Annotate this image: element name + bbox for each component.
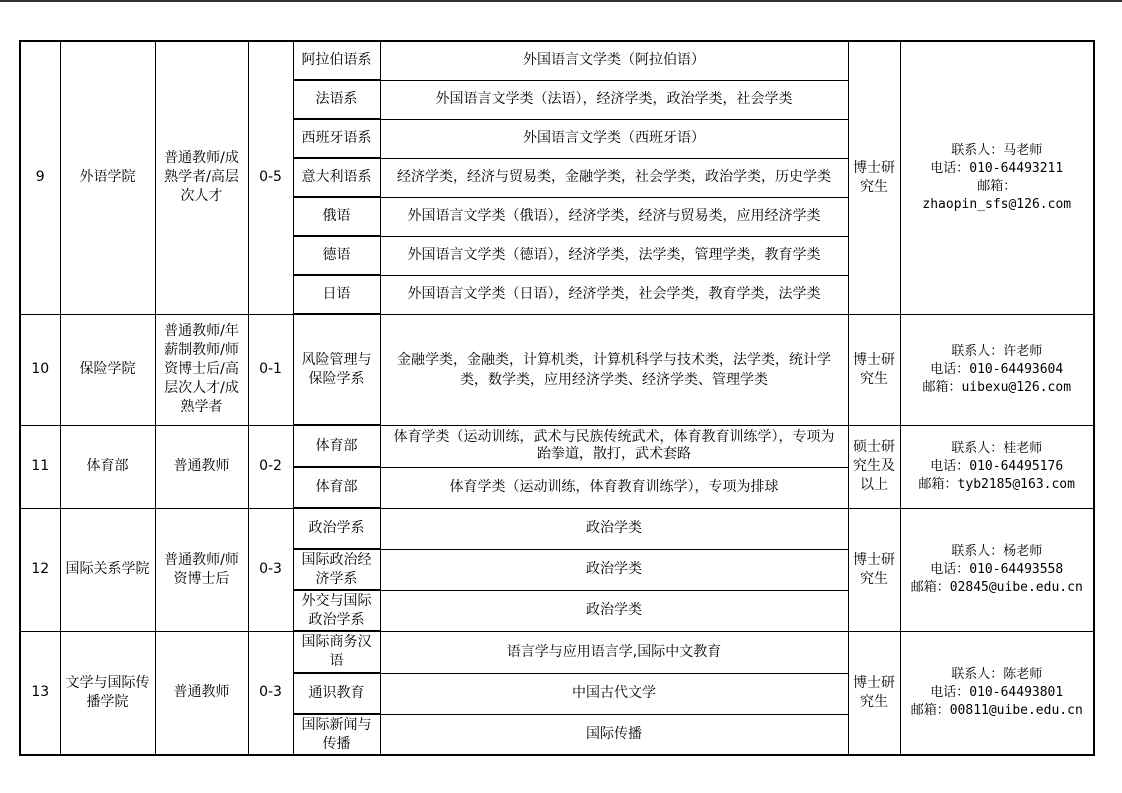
table-row (20, 41, 1094, 80)
education-requirement: 博士研究生 (848, 314, 900, 425)
quota: 0-2 (248, 425, 293, 508)
department: 日语 (293, 275, 380, 314)
contact-email (903, 379, 1092, 397)
department: 意大利语系 (293, 158, 380, 197)
contact-info (900, 41, 1094, 314)
quota: 0-1 (248, 314, 293, 425)
education-requirement: 硕士研究生及以上 (848, 425, 900, 508)
majors: 外国语言文学类（西班牙语） (380, 119, 848, 158)
table-row (20, 425, 1094, 467)
contact-email-address: uibexu@126.com (961, 379, 1072, 395)
position-type: 普通教师 (155, 425, 248, 508)
contact-person: 联系人：杨老师 (951, 543, 1043, 559)
department: 国际新闻与传播 (293, 714, 380, 755)
department: 通识教育 (293, 673, 380, 714)
department: 国际政治经济学系 (293, 549, 380, 590)
education-requirement: 博士研究生 (848, 631, 900, 755)
majors: 政治学类 (380, 590, 848, 631)
contact-phone: 电话：010-64493558 (930, 561, 1064, 577)
college-name: 文学与国际传播学院 (60, 631, 155, 755)
college-name: 保险学院 (60, 314, 155, 425)
majors: 国际传播 (380, 714, 848, 755)
table-row (20, 314, 1094, 425)
contact-person: 联系人：马老师 (951, 142, 1043, 158)
contact-email-address: 02845@uibe.edu.cn (949, 579, 1083, 595)
contact-email-label: 邮箱： (922, 379, 962, 395)
contact-info (900, 425, 1094, 508)
recruitment-table (19, 40, 1095, 756)
department: 德语 (293, 236, 380, 275)
department: 国际商务汉语 (293, 631, 380, 673)
quota: 0-5 (248, 41, 293, 314)
quota: 0-3 (248, 508, 293, 631)
quota: 0-3 (248, 631, 293, 755)
department: 法语系 (293, 80, 380, 119)
contact-phone: 电话：010-64495176 (930, 458, 1064, 474)
contact-email-label: 邮箱： (910, 579, 950, 595)
contact-email-address: tyb2185@163.com (957, 476, 1075, 492)
department: 体育部 (293, 425, 380, 467)
contact-info (900, 314, 1094, 425)
contact-email (903, 579, 1092, 597)
department: 体育部 (293, 467, 380, 508)
contact-email (903, 476, 1092, 494)
majors: 金融学类，金融类，计算机类，计算机科学与技术类，法学类，统计学类，数学类，应用经济学类、经济学类、管理学类 (380, 314, 848, 425)
majors: 外国语言文学类（德语），经济学类，法学类，管理学类，教育学类 (380, 236, 848, 275)
contact-email: zhaopin_sfs@126.com (922, 196, 1072, 212)
table-row (20, 631, 1094, 673)
majors: 中国古代文学 (380, 673, 848, 714)
department: 西班牙语系 (293, 119, 380, 158)
department: 风险管理与保险学系 (293, 314, 380, 425)
row-number: 10 (20, 314, 60, 425)
row-number: 9 (20, 41, 60, 314)
majors: 外国语言文学类（阿拉伯语） (380, 41, 848, 80)
contact-email-address: 00811@uibe.edu.cn (949, 702, 1083, 718)
row-number: 11 (20, 425, 60, 508)
position-type: 普通教师/成熟学者/高层次人才 (155, 41, 248, 314)
table-row (20, 508, 1094, 549)
row-number: 12 (20, 508, 60, 631)
department: 政治学系 (293, 508, 380, 549)
majors: 外国语言文学类（俄语），经济学类，经济与贸易类，应用经济学类 (380, 197, 848, 236)
college-name: 国际关系学院 (60, 508, 155, 631)
contact-person: 联系人：许老师 (951, 343, 1043, 359)
contact-email (903, 702, 1092, 720)
majors: 体育学类（运动训练，体育教育训练学），专项为排球 (380, 467, 848, 508)
row-number: 13 (20, 631, 60, 755)
contact-email-label: 邮箱： (918, 476, 958, 492)
college-name: 外语学院 (60, 41, 155, 314)
department: 外交与国际政治学系 (293, 590, 380, 631)
department: 俄语 (293, 197, 380, 236)
majors: 政治学类 (380, 549, 848, 590)
majors: 语言学与应用语言学,国际中文教育 (380, 631, 848, 673)
education-requirement: 博士研究生 (848, 508, 900, 631)
college-name: 体育部 (60, 425, 155, 508)
contact-email-label: 邮箱： (977, 178, 1017, 194)
position-type: 普通教师/师资博士后 (155, 508, 248, 631)
position-type: 普通教师 (155, 631, 248, 755)
majors: 体育学类（运动训练，武术与民族传统武术，体育教育训练学），专项为跆拳道，散打，武术套路 (380, 425, 848, 467)
position-type: 普通教师/年薪制教师/师资博士后/高层次人才/成熟学者 (155, 314, 248, 425)
education-requirement: 博士研究生 (848, 41, 900, 314)
contact-person: 联系人：陈老师 (951, 666, 1043, 682)
page-top-rule (0, 0, 1122, 2)
majors: 外国语言文学类（法语），经济学类，政治学类，社会学类 (380, 80, 848, 119)
contact-phone: 电话：010-64493801 (930, 684, 1064, 700)
majors: 政治学类 (380, 508, 848, 549)
majors: 外国语言文学类（日语），经济学类，社会学类，教育学类，法学类 (380, 275, 848, 314)
majors: 经济学类，经济与贸易类，金融学类，社会学类，政治学类，历史学类 (380, 158, 848, 197)
contact-person: 联系人：桂老师 (951, 440, 1043, 456)
contact-email-label: 邮箱： (910, 702, 950, 718)
contact-info (900, 631, 1094, 755)
contact-info (900, 508, 1094, 631)
contact-phone: 电话：010-64493604 (930, 361, 1064, 377)
department: 阿拉伯语系 (293, 41, 380, 80)
contact-phone: 电话：010-64493211 (930, 160, 1064, 176)
